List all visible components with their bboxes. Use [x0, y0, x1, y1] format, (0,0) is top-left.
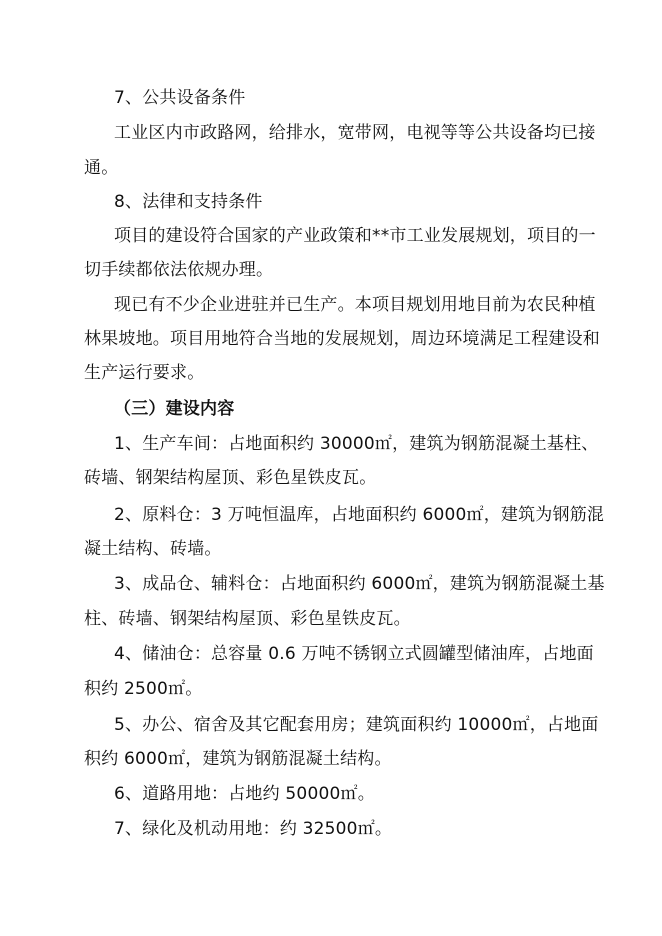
heading-public-facilities: 7、公共设备条件 — [114, 88, 246, 108]
list-item-line: 积约 2500㎡。 — [84, 679, 203, 699]
list-item-line: 1、生产车间：占地面积约 30000㎡，建筑为钢筋混凝土基柱、 — [114, 434, 599, 454]
paragraph-line: 项目的建设符合国家的产业政策和**市工业发展规划，项目的一 — [114, 226, 596, 246]
list-item-line: 柱、砖墙、钢架结构屋顶、彩色星铁皮瓦。 — [84, 609, 411, 629]
list-item-line: 积约 6000㎡，建筑为钢筋混凝土结构。 — [84, 749, 392, 769]
list-item-line: 4、储油仓：总容量 0.6 万吨不锈钢立式圆罐型储油库，占地面 — [114, 644, 594, 664]
paragraph-line: 切手续都依法依规办理。 — [84, 260, 274, 280]
list-item-line: 6、道路用地：占地约 50000㎡。 — [114, 784, 375, 804]
list-item-line: 5、办公、宿舍及其它配套用房；建筑面积约 10000㎡，占地面 — [114, 715, 599, 735]
paragraph-line: 现已有不少企业进驻并已生产。本项目规划用地目前为农民种植 — [114, 295, 596, 315]
heading-legal-support: 8、法律和支持条件 — [114, 192, 263, 212]
paragraph-line: 生产运行要求。 — [84, 363, 205, 383]
section-heading-construction-content: （三）建设内容 — [114, 399, 235, 419]
paragraph-line: 工业区内市政路网，给排水，宽带网，电视等等公共设备均已接 — [114, 123, 596, 143]
paragraph-line: 林果坡地。项目用地符合当地的发展规划，周边环境满足工程建设和 — [84, 329, 600, 349]
paragraph-line: 通。 — [84, 158, 119, 178]
list-item-line: 凝土结构、砖墙。 — [84, 539, 222, 559]
list-item-line: 3、成品仓、辅料仓：占地面积约 6000㎡，建筑为钢筋混凝土基 — [114, 574, 605, 594]
list-item-line: 7、绿化及机动用地：约 32500㎡。 — [114, 819, 393, 839]
list-item-line: 砖墙、钢架结构屋顶、彩色星铁皮瓦。 — [84, 468, 377, 488]
list-item-line: 2、原料仓：3 万吨恒温库，占地面积约 6000㎡，建筑为钢筋混 — [114, 505, 605, 525]
